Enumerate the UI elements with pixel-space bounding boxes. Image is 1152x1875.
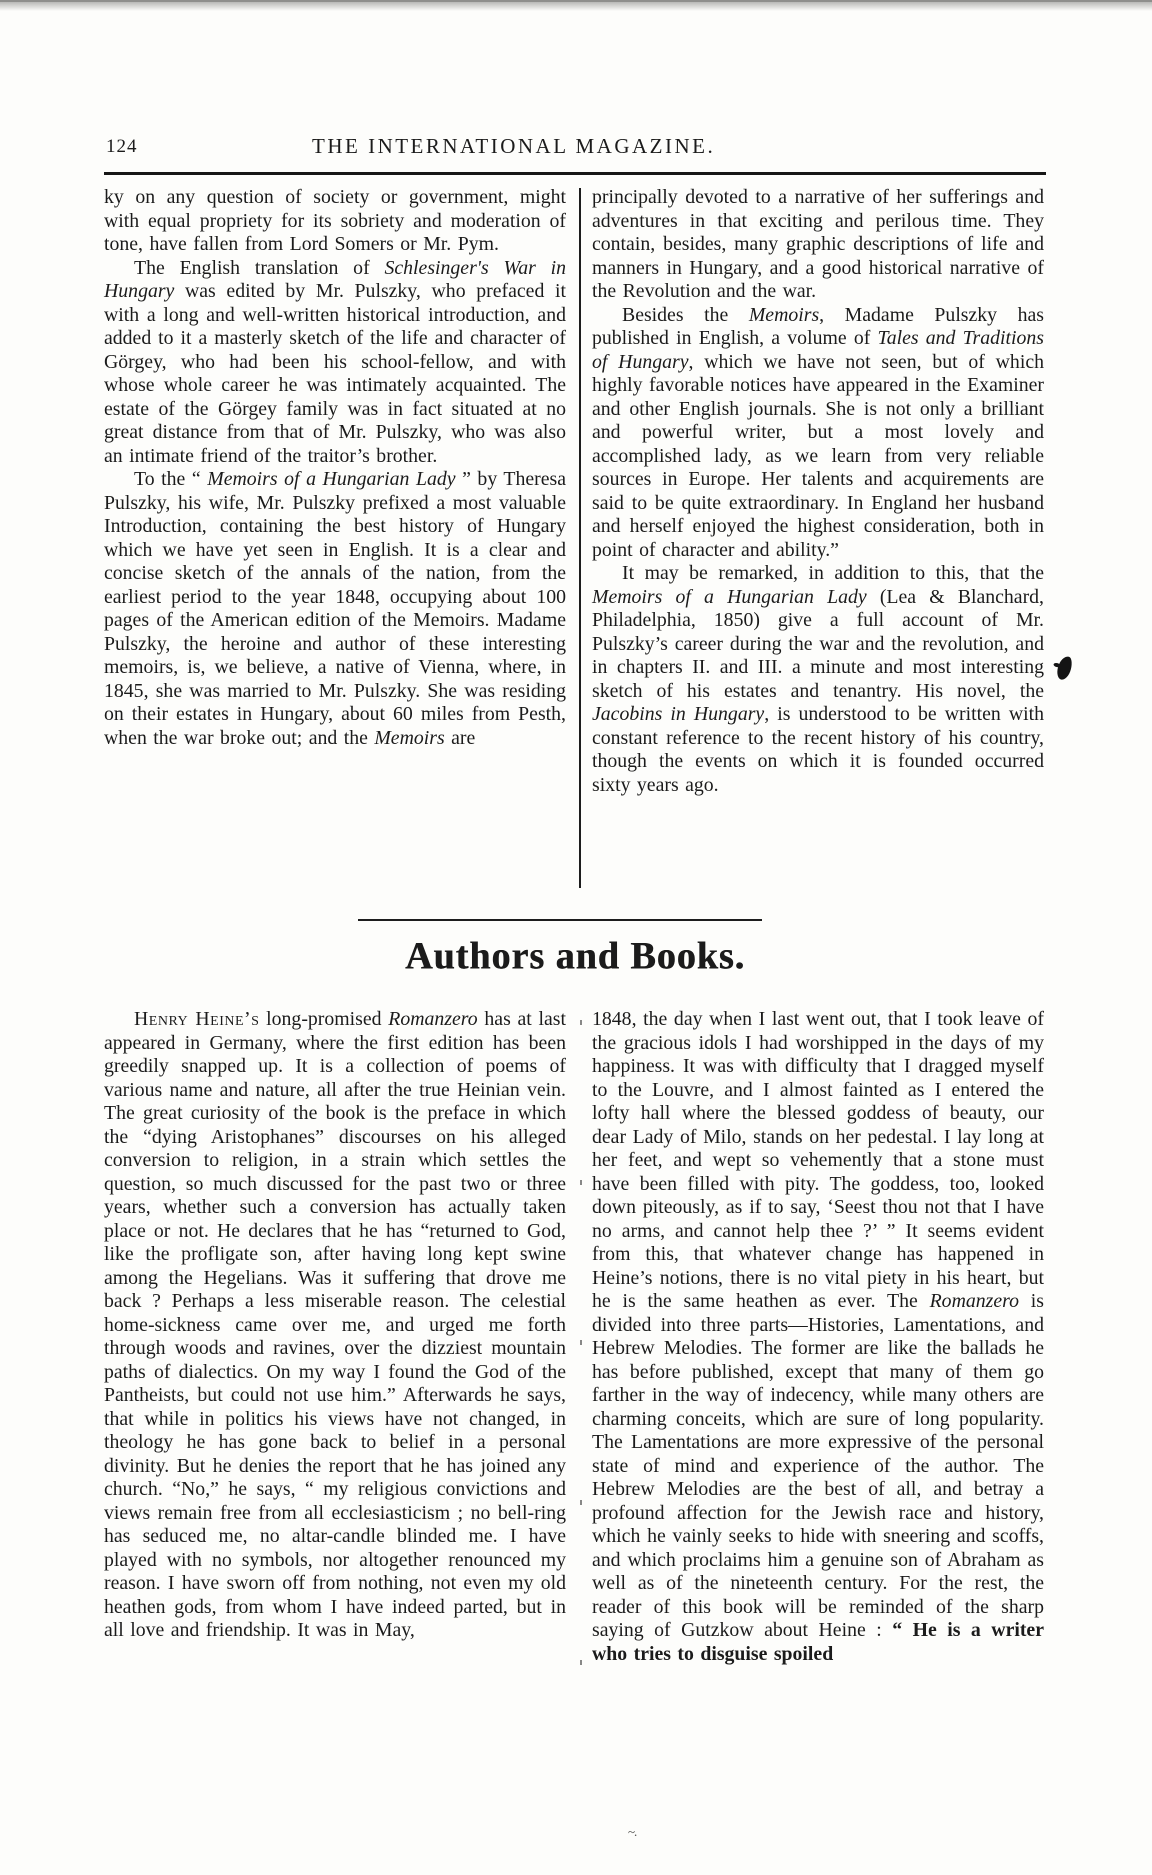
- scan-edge-artifact: [0, 0, 1152, 11]
- section-divider-rule: [358, 919, 762, 921]
- paragraph: 1848, the day when I last went out, that I took leave of the gracious idols I had worshipped in the days of my happiness. It was with difficulty that I dragged myself to the Louvre, and I almost fainted as I entered the lofty hall where the blessed goddess of beauty, our dear Lady of Milo, stands on her pedestal. I lay long at her feet, and wept so vehemently that a stone must have been filled with pity. The goddess, too, looked down piteously, as if to say, ‘Seest thou not that I have no arms, and cannot help thee ?’ ” It seems evident from this, that whatever change has happened in Heine’s notions, there is no vital piety in his heart, but he is the same heathen as ever. The Romanzero is divided into three parts—Histories, Lamentations, and Hebrew Melodies. The former are like the ballads he has before published, except that many of them go farther in the way of indecency, while many others are charming conceits, which are sure of long popularity. The Lamentations are more expressive of the personal state of mind and experience of the author. The Hebrew Melodies are the best of all, and betray a profound affection for the Jewish race and history, which he vainly seeks to hide with sneering and scoffs, and which proclaims him a genuine son of Abraham as well as of the nineteenth century. For the rest, the reader of this book will be reminded of the sharp saying of Gutzkow about Heine : “ He is a writer who tries to disguise spoiled: [592, 1008, 1044, 1665]
- article1-left-column: [104, 186, 566, 750]
- scan-smudge-artifact: ~.: [628, 1824, 637, 1839]
- paragraph: ky on any question of society or government, might with equal propriety for its sobriety and moderation of tone, have fallen from Lord Somers or Mr. Pym.: [104, 186, 566, 255]
- ink-blot-artifact: [1055, 655, 1073, 681]
- section-heading: Authors and Books.: [404, 934, 746, 978]
- paragraph: Besides the Memoirs, Madame Pulszky has published in English, a volume of Tales and Traditions of Hungary, which we have not seen, but of which highly favorable notices have appeared in the Examiner and other English journals. She is not only a brilliant and powerful writer, but a most lovely and accomplished lady, as we learn from very reliable sources in Europe. Her talents and acquirements are said to be quite extraordinary. In England her husband and herself enjoyed the highest consideration, both in point of character and ability.”: [592, 303, 1044, 561]
- page-number: 124: [106, 136, 138, 157]
- paragraph: To the “ Memoirs of a Hungarian Lady ” by Theresa Pulszky, his wife, Mr. Pulszky prefixed a most valuable Introduction, containing the best history of Hungary which we have yet seen in English. It is a clear and concise sketch of the annals of the nation, from the earliest period to the year 1848, occupying about 100 pages of the American edition of the Memoirs. Madame Pulszky, the heroine and author of these interesting memoirs, is, we believe, a native of Vienna, where, in 1845, she was married to Mr. Pulszky. She was residing on their estates in Hungary, about 60 miles from Pesth, when the war broke out; and the Memoirs are: [104, 468, 567, 749]
- paragraph: It may be remarked, in addition to this, that the Memoirs of a Hungarian Lady (Lea & Blanchard, Philadelphia, 1850) give a full account of Mr. Pulszky’s career during the war and the revolution, and in chapters II. and III. a minute and most interesting sketch of his estates and tenantry. His novel, the Jacobins in Hungary, is understood to be written with constant reference to the recent history of his country, though the events on which it is founded occurred sixty years ago.: [592, 562, 1044, 796]
- article1-right-column: [592, 186, 1044, 797]
- paragraph: The English translation of Schlesinger's War in Hungary was edited by Mr. Pulszky, who prefaced it with a long and well-written historical introduction, and added to it a masterly sketch of the life and character of Görgey, who had been his school-fellow, and with whose whole career he was intimately acquainted. The estate of the Görgey family was in fact situated at no great distance from that of Mr. Pulszky, who was also an intimate friend of the traitor’s brother.: [104, 256, 566, 467]
- header-rule: [104, 172, 1046, 175]
- column-divider-rule: [579, 188, 581, 888]
- paragraph: Henry Heine’s long-promised Romanzero has at last appeared in Germany, where the first edition has been greedily snapped up. It is a collection of poems of various name and nature, all after the true Heinian vein. The great curiosity of the book is the preface in which the “dying Aristophanes” discourses on his alleged conversion to religion, in a strain which settles the question, so much discussed for the past two or three years, whether such a conversion has actually taken place or not. He declares that he has “returned to God, like the profligate son, after having long kept swine among the Hegelians. Was it suffering that drove me back ? Perhaps a less miserable reason. The celestial home-sickness came over me, and urged me forth through woods and ravines, over the dizziest mountain paths of dialectics. On my way I found the God of the Pantheists, but could not use him.” Afterwards he says, that while in politics his views have not changed, in theology he has gone back to belief in a personal divinity. But he denies the report that he has joined any church. “No,” he says, “ my religious convictions and views remain free from all ecclesiasticism ; no bell-ring has seduced me, no altar-candle blinded me. I have played with no symbols, nor altogether renounced my reason. I have sworn off from nothing, not even my old heathen gods, from whom I have indeed parted, but in all love and friendship. It was in May,: [104, 1008, 567, 1641]
- journal-title: THE INTERNATIONAL MAGAZINE.: [312, 134, 716, 158]
- paragraph: principally devoted to a narrative of her sufferings and adventures in that exciting and perilous time. They contain, besides, many graphic descriptions of life and manners in Hungary, and a good historical narrative of the Revolution and the war.: [592, 186, 1044, 302]
- column-divider-rule-faded: [580, 1020, 582, 1780]
- article2-left-column: [104, 1008, 566, 1643]
- article2-right-column: [592, 1008, 1044, 1666]
